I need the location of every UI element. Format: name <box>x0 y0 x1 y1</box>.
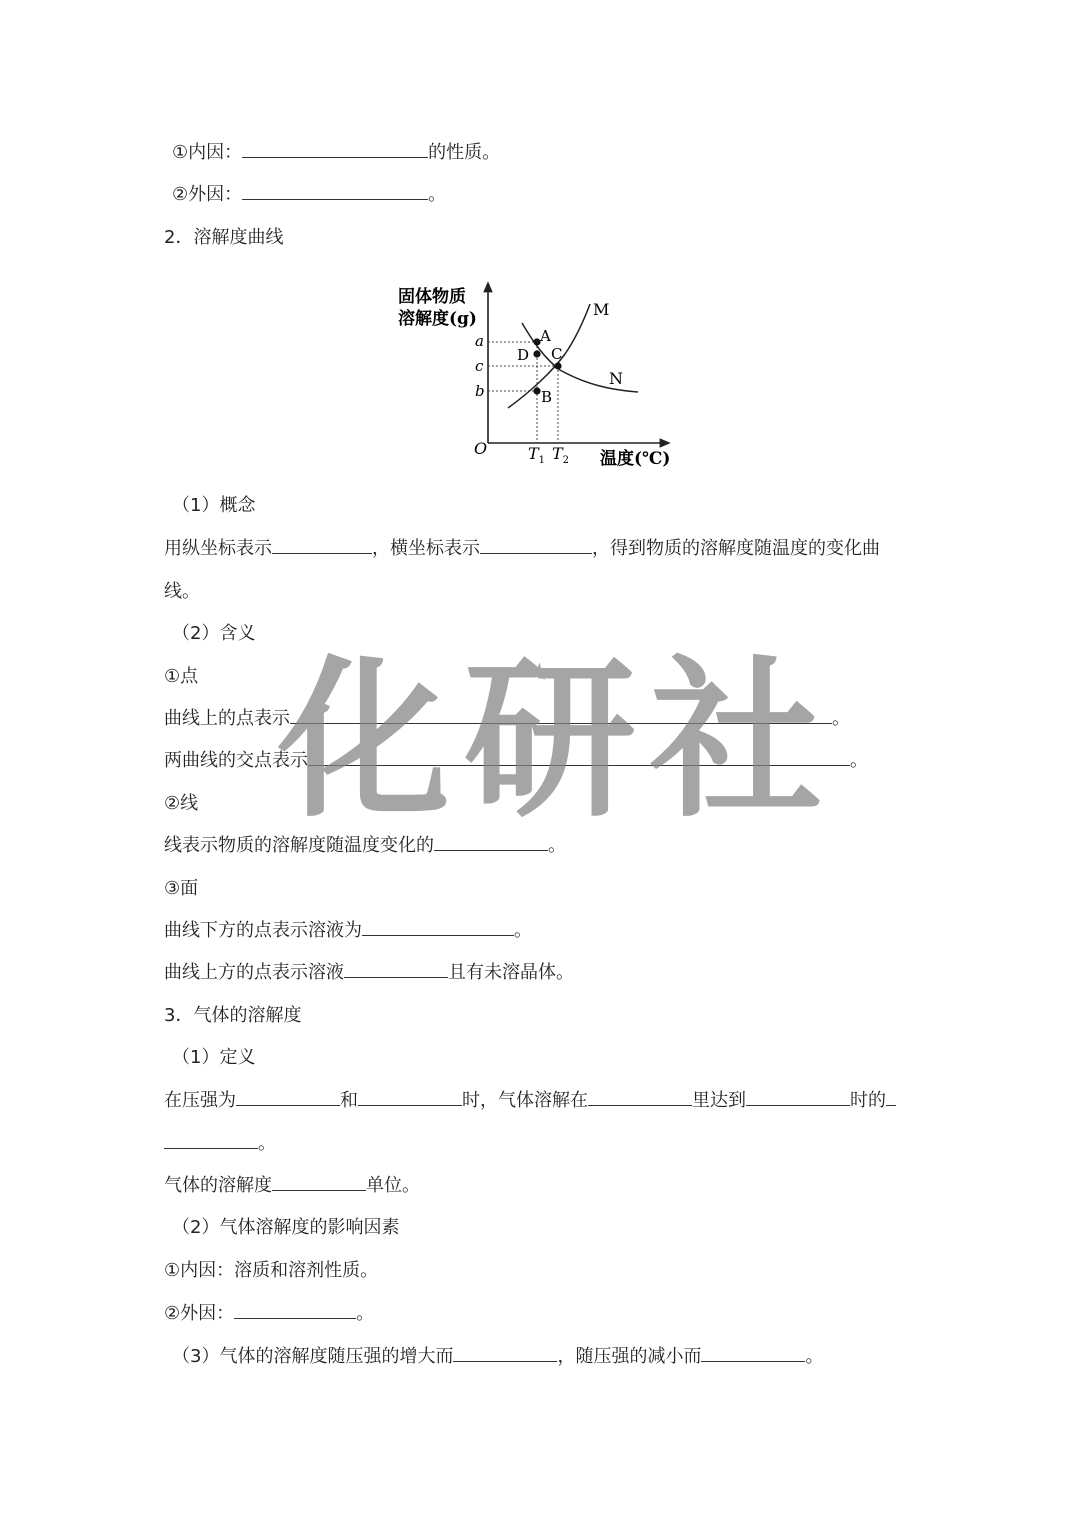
label: 的性质。 <box>428 142 501 163</box>
point-d <box>533 350 540 357</box>
solubility-curve-figure <box>380 278 700 478</box>
y-tick-b: b <box>475 382 485 400</box>
subheading-meaning: （2）含义 <box>172 623 256 644</box>
label: 。 <box>548 835 566 856</box>
subheading-concept: （1）概念 <box>172 495 256 516</box>
subheading-definition: （1）定义 <box>172 1047 256 1068</box>
point-line-1 <box>164 707 850 731</box>
label: 线表示物质的溶解度随温度变化的 <box>164 835 434 856</box>
label: 曲线下方的点表示溶液为 <box>164 920 362 941</box>
label: 时，气体溶解在 <box>462 1090 588 1111</box>
y-axis-title-line1: 固体物质 <box>398 287 466 307</box>
blank-field[interactable] <box>480 537 592 554</box>
label: 且有未溶晶体。 <box>448 962 574 983</box>
curve-label-n: N <box>609 369 623 388</box>
internal-factor-line <box>172 141 500 165</box>
y-tick-a: a <box>475 332 484 350</box>
face-line-1 <box>164 919 532 943</box>
label: 。 <box>428 184 447 205</box>
concept-line-cont: 线。 <box>164 581 200 602</box>
label: 。 <box>805 1346 824 1367</box>
blank-field[interactable] <box>344 961 448 978</box>
point-heading: ①点 <box>164 666 199 687</box>
label: 。 <box>258 1133 276 1154</box>
blank-field[interactable] <box>236 1089 340 1106</box>
label: 两曲线的交点表示 <box>164 750 308 771</box>
definition-line <box>164 1089 896 1113</box>
label: ，随压强的减小而 <box>557 1346 702 1367</box>
label: （3）气体的溶解度随压强的增大而 <box>172 1346 454 1367</box>
point-label-d: D <box>517 346 530 364</box>
blank-field[interactable] <box>434 834 548 851</box>
blank-field[interactable] <box>290 707 832 724</box>
blank-field[interactable] <box>886 1089 896 1106</box>
gas-external-factor <box>164 1302 374 1326</box>
label: 里达到 <box>692 1090 746 1111</box>
blank-field[interactable] <box>272 1174 366 1191</box>
point-c <box>554 362 561 369</box>
label: 气体的溶解度 <box>164 1175 272 1196</box>
x-axis-title: 温度(℃) <box>600 449 671 469</box>
label: 和 <box>340 1090 358 1111</box>
line-line <box>164 834 566 858</box>
blank-field[interactable] <box>746 1089 850 1106</box>
y-tick-c: c <box>475 357 484 375</box>
x-tick-t1: $T_1$ <box>528 444 546 466</box>
definition-line-cont <box>164 1132 276 1156</box>
label: ②外因： <box>172 184 243 205</box>
label: 。 <box>356 1303 375 1324</box>
blank-field[interactable] <box>242 141 428 158</box>
blank-field[interactable] <box>234 1302 356 1319</box>
label: 曲线上方的点表示溶液 <box>164 962 344 983</box>
face-line-2 <box>164 961 574 985</box>
line-heading: ②线 <box>164 793 199 814</box>
blank-field[interactable] <box>308 749 850 766</box>
label: 单位。 <box>366 1175 420 1196</box>
point-line-2 <box>164 749 868 773</box>
point-b <box>533 387 540 394</box>
label: 在压强为 <box>164 1090 236 1111</box>
label: ，得到物质的溶解度随温度的变化曲 <box>592 538 880 559</box>
label: ，横坐标表示 <box>372 538 480 559</box>
section-heading: 3．气体的溶解度 <box>164 1005 302 1026</box>
curve-label-m: M <box>593 300 610 319</box>
subheading-factors: （2）气体溶解度的影响因素 <box>172 1217 400 1238</box>
label: 时的 <box>850 1090 886 1111</box>
blank-field[interactable] <box>358 1089 462 1106</box>
external-factor-line <box>172 183 446 207</box>
point-label-a: A <box>540 327 551 345</box>
point-label-b: B <box>541 388 553 406</box>
blank-field[interactable] <box>701 1345 805 1362</box>
face-heading: ③面 <box>164 878 199 899</box>
label: ①内因： <box>172 142 243 163</box>
blank-field[interactable] <box>272 537 372 554</box>
section-heading: 2．溶解度曲线 <box>164 227 284 248</box>
label: 曲线上的点表示 <box>164 708 290 729</box>
x-tick-t2: $T_2$ <box>552 444 570 466</box>
blank-field[interactable] <box>362 919 514 936</box>
y-axis-title-line2: 溶解度(g) <box>398 309 477 329</box>
origin-label: O <box>474 439 488 458</box>
blank-field[interactable] <box>242 183 428 200</box>
label: 。 <box>850 750 868 771</box>
watermark: 化研社 <box>278 640 836 841</box>
label: 用纵坐标表示 <box>164 538 272 559</box>
blank-field[interactable] <box>588 1089 692 1106</box>
label: ②外因： <box>164 1303 235 1324</box>
unit-line <box>164 1174 420 1198</box>
blank-field[interactable] <box>164 1132 258 1149</box>
pressure-line <box>172 1345 823 1369</box>
label: 。 <box>832 708 850 729</box>
concept-line <box>164 537 880 561</box>
gas-internal-factor: ①内因：溶质和溶剂性质。 <box>164 1260 379 1281</box>
point-label-c: C <box>551 345 563 363</box>
label: 。 <box>514 920 532 941</box>
blank-field[interactable] <box>453 1345 557 1362</box>
